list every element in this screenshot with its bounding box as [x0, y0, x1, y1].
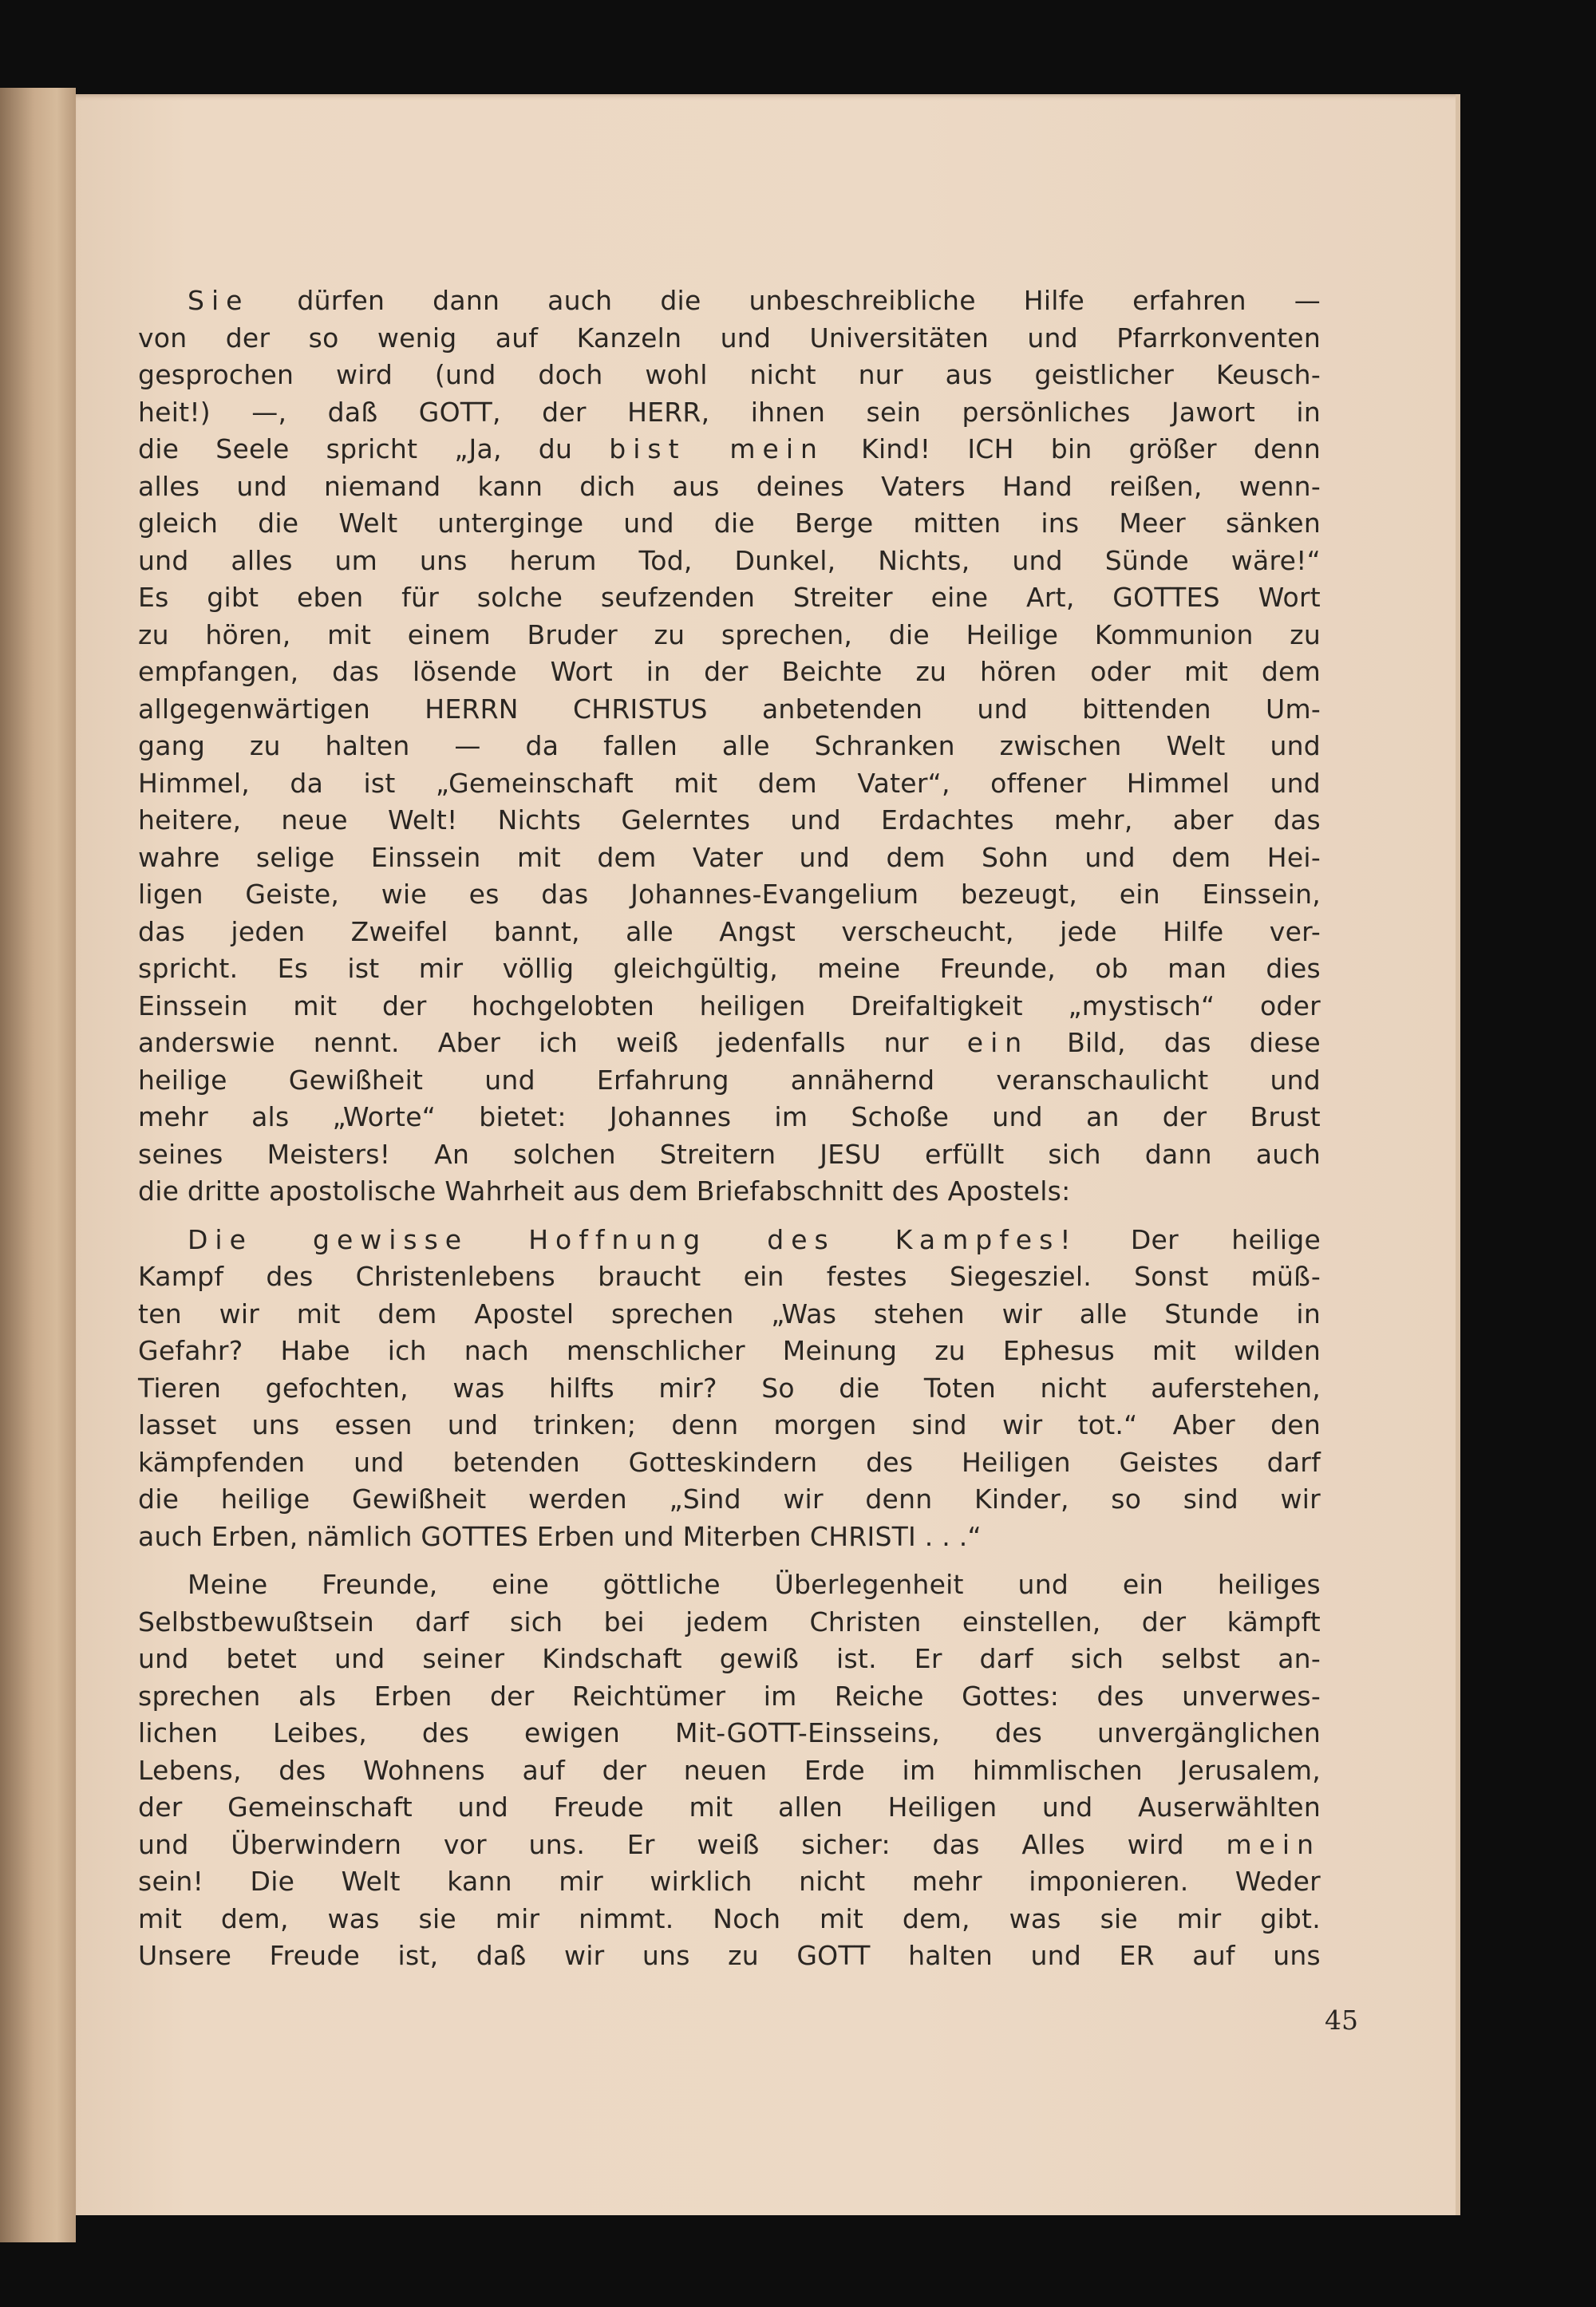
- text-line: [138, 1296, 1321, 1333]
- line-text: lichen Leibes, des ewigen Mit-GOTT-Einsseins, des unvergänglichen: [138, 1717, 1321, 1748]
- line-text: Unsere Freude ist, daß wir uns zu GOTT halten und ER auf uns: [138, 1940, 1321, 1971]
- text-line: [138, 765, 1321, 803]
- book-page: [76, 94, 1460, 2215]
- line-text: empfangen, das lösende Wort in der Beichte zu hören oder mit dem: [138, 656, 1321, 687]
- text-line: [138, 320, 1321, 358]
- line-text: Kampf des Christenlebens braucht ein festes Siegesziel. Sonst müß-: [138, 1261, 1321, 1292]
- line-text: die dritte apostolische Wahrheit aus dem Briefabschnitt des Apostels:: [138, 1175, 1071, 1207]
- line-text: allgegenwärtigen HERRN CHRISTUS anbetenden und bittenden Um-: [138, 693, 1321, 725]
- line-text: kämpfenden und betenden Gotteskindern des Heiligen Geistes darf: [138, 1446, 1321, 1478]
- emphasized-text: mein: [1226, 1828, 1321, 1860]
- text-line: [138, 1519, 1321, 1556]
- line-text: Kind! ICH bin größer denn: [824, 433, 1321, 464]
- line-text: Es gibt eben für solche seufzenden Streiter eine Art, GOTTES Wort: [138, 582, 1321, 613]
- text-line: [138, 691, 1321, 729]
- text-line: [138, 1715, 1321, 1752]
- text-line: [138, 1901, 1321, 1938]
- line-text: mehr als „Worte“ bietet: Johannes im Schoße und an der Brust: [138, 1101, 1321, 1132]
- text-line: [138, 1752, 1321, 1790]
- facing-page-edge: [0, 88, 76, 2242]
- line-text: und betet und seiner Kindschaft gewiß ist. Er darf sich selbst an-: [138, 1643, 1321, 1674]
- text-line: [138, 1641, 1321, 1678]
- paragraph: [138, 282, 1321, 1211]
- text-line: [138, 543, 1321, 580]
- emphasized-text: Sie: [188, 285, 250, 316]
- text-line: [138, 839, 1321, 877]
- text-line: [138, 1407, 1321, 1444]
- emphasized-text: ein: [966, 1027, 1029, 1058]
- emphasized-text: bist mein: [609, 433, 824, 464]
- line-text: gang zu halten — da fallen alle Schranken zwischen Welt und: [138, 730, 1321, 761]
- text-line: [138, 1136, 1321, 1174]
- text-line: [138, 1370, 1321, 1408]
- line-text: gleich die Welt unterginge und die Berge mitten ins Meer sänken: [138, 508, 1321, 539]
- text-line: [138, 950, 1321, 988]
- text-line: [138, 1604, 1321, 1641]
- text-line: [138, 617, 1321, 654]
- line-text: seines Meisters! An solchen Streitern JESU erfüllt sich dann auch: [138, 1138, 1321, 1170]
- paragraph: [138, 1566, 1321, 1975]
- line-text: und alles um uns herum Tod, Dunkel, Nichts, und Sünde wäre!“: [138, 544, 1321, 576]
- page-number: 45: [1325, 2005, 1358, 2036]
- line-text: ligen Geiste, wie es das Johannes-Evangelium bezeugt, ein Einssein,: [138, 879, 1321, 910]
- line-text: wahre selige Einssein mit dem Vater und dem Sohn und dem Hei-: [138, 841, 1321, 873]
- line-text: Bild, das diese: [1029, 1027, 1321, 1058]
- emphasized-text: Die gewisse Hoffnung des Kampfes!: [188, 1223, 1078, 1255]
- text-line: [138, 1827, 1321, 1864]
- line-text: sein! Die Welt kann mir wirklich nicht mehr imponieren. Weder: [138, 1866, 1321, 1897]
- text-line: [138, 1173, 1321, 1211]
- text-line: [138, 728, 1321, 765]
- text-line: [138, 1062, 1321, 1100]
- line-text: auch Erben, nämlich GOTTES Erben und Miterben CHRISTI . . .“: [138, 1520, 982, 1552]
- line-text: der Gemeinschaft und Freude mit allen Heiligen und Auserwählten: [138, 1791, 1321, 1823]
- text-line: [138, 1678, 1321, 1716]
- line-text: das jeden Zweifel bannt, alle Angst verscheucht, jede Hilfe ver-: [138, 915, 1321, 947]
- line-text: mit dem, was sie mir nimmt. Noch mit dem, was sie mir gibt.: [138, 1902, 1321, 1934]
- line-text: zu hören, mit einem Bruder zu sprechen, die Heilige Kommunion zu: [138, 618, 1321, 650]
- line-text: Lebens, des Wohnens auf der neuen Erde im himmlischen Jerusalem,: [138, 1754, 1321, 1786]
- text-line: [138, 988, 1321, 1025]
- paragraph: [138, 1222, 1321, 1556]
- line-text: und Überwindern vor uns. Er weiß sicher: das Alles wird: [138, 1828, 1227, 1860]
- text-line: [138, 579, 1321, 617]
- text-line: [138, 282, 1321, 320]
- line-text: dürfen dann auch die unbeschreibliche Hilfe erfahren —: [249, 285, 1321, 316]
- text-line: [138, 802, 1321, 839]
- line-text: Selbstbewußtsein darf sich bei jedem Christen einstellen, der kämpft: [138, 1606, 1321, 1637]
- line-text: alles und niemand kann dich aus deines Vaters Hand reißen, wenn-: [138, 470, 1321, 502]
- text-line: [138, 505, 1321, 543]
- text-line: [138, 914, 1321, 951]
- body-text: [138, 282, 1321, 1975]
- text-line: [138, 1481, 1321, 1519]
- line-text: heilige Gewißheit und Erfahrung annähernd veranschaulicht und: [138, 1064, 1321, 1096]
- line-text: Meine Freunde, eine göttliche Überlegenheit und ein heiliges: [188, 1569, 1321, 1600]
- line-text: von der so wenig auf Kanzeln und Universitäten und Pfarrkonventen: [138, 322, 1321, 354]
- text-line: [138, 1258, 1321, 1296]
- line-text: die heilige Gewißheit werden „Sind wir denn Kinder, so sind wir: [138, 1483, 1321, 1515]
- line-text: heitere, neue Welt! Nichts Gelerntes und Erdachtes mehr, aber das: [138, 804, 1321, 835]
- text-line: [138, 1863, 1321, 1901]
- line-text: Himmel, da ist „Gemeinschaft mit dem Vater“, offener Himmel und: [138, 767, 1321, 799]
- line-text: ten wir mit dem Apostel sprechen „Was stehen wir alle Stunde in: [138, 1298, 1321, 1329]
- text-line: [138, 1444, 1321, 1482]
- text-line: [138, 1222, 1321, 1259]
- text-line: [138, 1938, 1321, 1975]
- line-text: Einssein mit der hochgelobten heiligen Dreifaltigkeit „mystisch“ oder: [138, 990, 1321, 1021]
- text-line: [138, 1025, 1321, 1062]
- line-text: Der heilige: [1077, 1223, 1321, 1255]
- text-line: [138, 468, 1321, 506]
- line-text: sprechen als Erben der Reichtümer im Reiche Gottes: des unverwes-: [138, 1680, 1321, 1712]
- text-line: [138, 1333, 1321, 1370]
- text-line: [138, 394, 1321, 432]
- line-text: heit!) —, daß GOTT, der HERR, ihnen sein persönliches Jawort in: [138, 396, 1321, 428]
- text-line: [138, 1099, 1321, 1136]
- line-text: Gefahr? Habe ich nach menschlicher Meinung zu Ephesus mit wilden: [138, 1335, 1321, 1366]
- line-text: Tieren gefochten, was hilfts mir? So die Toten nicht auferstehen,: [138, 1372, 1321, 1404]
- text-line: [138, 357, 1321, 394]
- text-line: [138, 431, 1321, 468]
- text-line: [138, 1789, 1321, 1827]
- text-line: [138, 876, 1321, 914]
- text-line: [138, 1566, 1321, 1604]
- line-text: gesprochen wird (und doch wohl nicht nur aus geistlicher Keusch-: [138, 359, 1321, 390]
- line-text: lasset uns essen und trinken; denn morgen sind wir tot.“ Aber den: [138, 1409, 1321, 1440]
- line-text: die Seele spricht „Ja, du: [138, 433, 610, 464]
- line-text: anderswie nennt. Aber ich weiß jedenfalls nur: [138, 1027, 967, 1058]
- line-text: spricht. Es ist mir völlig gleichgültig, meine Freunde, ob man dies: [138, 953, 1321, 984]
- text-line: [138, 654, 1321, 691]
